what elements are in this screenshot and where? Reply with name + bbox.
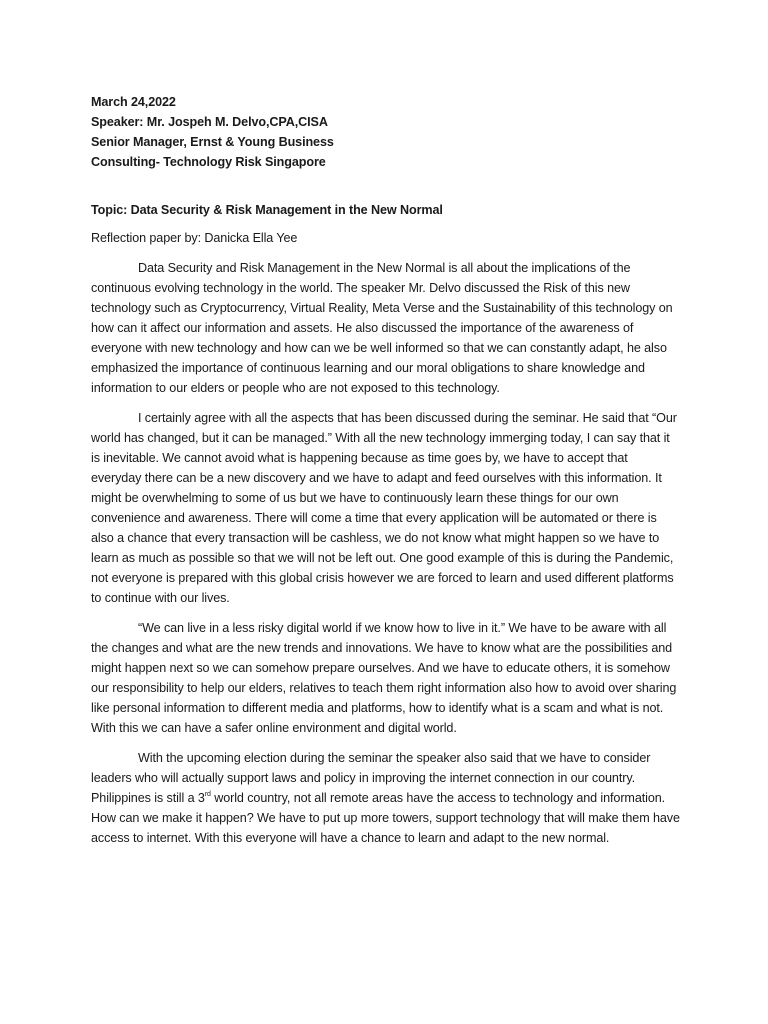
- document-page: [91, 92, 681, 858]
- department-line: Consulting- Technology Risk Singapore: [91, 155, 326, 169]
- paragraph-4-part-1: With the upcoming election during the seminar the speaker also said that we have to consider leaders who will actually support laws and policy in improving the internet connection in our country. Philippines is still a 3: [91, 751, 651, 805]
- position-line: Senior Manager, Ernst & Young Business: [91, 135, 334, 149]
- paragraph-1: Data Security and Risk Management in the New Normal is all about the implications of the continuous evolving technology in the world. The speaker Mr. Delvo discussed the Risk of this new technology such as Cryptocurrency, Virtual Reality, Meta Verse and the Sustainability of this technology on how can it affect our information and assets. He also discussed the importance of the awareness of everyone with new technology and how can we be well informed so that we can constantly adapt, he also emphasized the importance of continuous learning and our moral obligations to share knowledge and information to our elders or people who are not exposed to this technology.: [91, 261, 673, 395]
- paragraph-2: I certainly agree with all the aspects that has been discussed during the seminar. He said that “Our world has changed, but it can be managed.” With all the new technology immerging today, I can say that it is inevitable. We cannot avoid what is happening because as time goes by, we have to accept that everyday there can be a new discovery and we have to adapt and feed ourselves with this information. It might be overwhelming to some of us but we have to continuously learn these things for our own convenience and awareness. There will come a time that every application will be automated or there is also a chance that every transaction will be cashless, we do not know what might happen so we have to learn as much as possible so that we will not be left out. One good example of this is during the Pandemic, not everyone is prepared with this global crisis however we are forced to learn and used different platforms to continue with our lives.: [91, 411, 677, 605]
- header-block: [91, 92, 681, 172]
- ordinal-superscript: rd: [204, 791, 211, 798]
- paragraph-3: “We can live in a less risky digital world if we know how to live in it.” We have to be aware with all the changes and what are the new trends and innovations. We have to know what are the possibilities and might happen next so we can somehow prepare ourselves. And we have to educate others, it is somehow our responsibility to help our elders, relatives to teach them right information also how to avoid over sharing like personal information to different media and platforms, how to identify what is a scam and what is not. With this we can have a safer online environment and digital world.: [91, 621, 677, 735]
- paragraph-4-part-2: world country, not all remote areas have the access to technology and information. How can we make it happen? We have to put up more towers, support technology that will make them have access to internet. With this everyone will have a chance to learn and adapt to the new normal.: [91, 791, 680, 845]
- paragraph-4: [91, 748, 681, 848]
- speaker-line: Speaker: Mr. Jospeh M. Delvo,CPA,CISA: [91, 115, 328, 129]
- topic-heading: Topic: Data Security & Risk Management in the New Normal: [91, 203, 443, 217]
- byline: Reflection paper by: Danicka Ella Yee: [91, 231, 298, 245]
- date-line: March 24,2022: [91, 95, 176, 109]
